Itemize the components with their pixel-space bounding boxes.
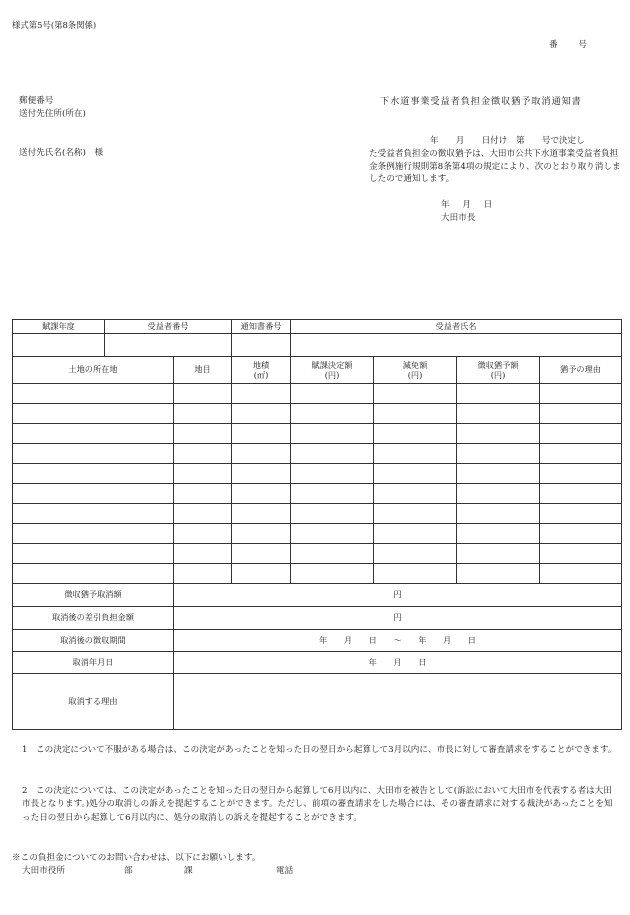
collection-period-label: 取消後の徴収期間	[13, 630, 174, 652]
table-cell	[174, 384, 232, 404]
assessed-amount-header: 賦課決定額 (円)	[291, 357, 374, 384]
table-cell	[540, 464, 622, 484]
table-cell	[13, 424, 174, 444]
table-row	[13, 564, 622, 584]
table-cell	[457, 524, 540, 544]
table-cell	[232, 504, 291, 524]
table-row	[13, 384, 622, 404]
table-cell	[13, 544, 174, 564]
table-cell	[457, 444, 540, 464]
postal-code-label: 郵便番号	[19, 96, 54, 106]
table-cell	[457, 564, 540, 584]
table-cell	[232, 564, 291, 584]
table-row	[13, 544, 622, 564]
table-cell	[291, 464, 374, 484]
table-cell	[291, 404, 374, 424]
fiscal-year-header: 賦課年度	[13, 320, 105, 334]
table-row	[13, 504, 622, 524]
table-cell	[291, 484, 374, 504]
table-row	[13, 524, 622, 544]
table-row	[13, 444, 622, 464]
phone-label: 電話	[276, 866, 294, 876]
table-cell	[174, 484, 232, 504]
beneficiary-name-header: 受益者氏名	[291, 320, 622, 334]
table-cell	[457, 484, 540, 504]
appeal-note: 1 この決定について不服がある場合は、この決定があったことを知った日の翌日から起算して3月以内に、市長に対して審査請求をすることができます。	[22, 745, 617, 755]
fiscal-year-cell	[13, 334, 105, 357]
table-cell	[457, 464, 540, 484]
beneficiary-name-cell	[291, 334, 622, 357]
notice-number-header: 通知書番号	[232, 320, 291, 334]
city-office-label: 大田市役所	[22, 866, 65, 876]
land-category-header: 地目	[174, 357, 232, 384]
table-cell	[13, 564, 174, 584]
table-cell	[374, 384, 457, 404]
table-cell	[174, 524, 232, 544]
deferred-amount-header: 徴収猶予額 (円)	[457, 357, 540, 384]
remaining-amount-value: 円	[174, 607, 622, 630]
cancel-date-value: 年 月 日	[174, 652, 622, 674]
table-cell	[457, 424, 540, 444]
notice-body: た受益者負担金の徴収猶予は、大田市公共下水道事業受益者負担金条例施行規則第8条第4項の規定により、次のとおり取り消しましたので通知します。	[369, 149, 621, 185]
cancel-reason-label: 取消する理由	[13, 674, 174, 730]
table-cell	[540, 444, 622, 464]
remaining-amount-label: 取消後の差引負担金額	[13, 607, 174, 630]
table-cell	[374, 404, 457, 424]
table-cell	[374, 564, 457, 584]
table-cell	[291, 424, 374, 444]
table-cell	[174, 464, 232, 484]
table-cell	[174, 544, 232, 564]
table-cell	[174, 404, 232, 424]
table-cell	[174, 564, 232, 584]
cancel-reason-value	[174, 674, 622, 730]
issue-date: 年 月 日	[441, 200, 493, 210]
table-cell	[291, 544, 374, 564]
table-cell	[374, 544, 457, 564]
cancel-date-label: 取消年月日	[13, 652, 174, 674]
collection-period-value: 年 月 日 ～ 年 月 日	[174, 630, 622, 652]
land-location-header: 土地の所在地	[13, 357, 174, 384]
table-cell	[13, 504, 174, 524]
table-cell	[291, 444, 374, 464]
table-cell	[457, 384, 540, 404]
table-cell	[13, 384, 174, 404]
inquiry-note: ※この負担金についてのお問い合わせは、以下にお願いします。	[12, 853, 261, 863]
recipient-address-label: 送付先住所(所在)	[19, 109, 86, 119]
table-cell	[457, 504, 540, 524]
table-cell	[13, 524, 174, 544]
form-number: 様式第5号(第8条関係)	[12, 20, 97, 30]
table-cell	[174, 504, 232, 524]
table-cell	[540, 384, 622, 404]
notice-number-cell	[232, 334, 291, 357]
table-cell	[232, 424, 291, 444]
department-label: 部	[124, 866, 133, 876]
table-cell	[174, 424, 232, 444]
table-row	[13, 424, 622, 444]
cancel-amount-value: 円	[174, 584, 622, 607]
table-cell	[374, 504, 457, 524]
table-cell	[232, 464, 291, 484]
table-cell	[540, 544, 622, 564]
table-cell	[13, 464, 174, 484]
beneficiary-number-cell	[105, 334, 232, 357]
document-number-label: 番 号	[549, 40, 587, 50]
recipient-name-label: 送付先氏名(名称) 様	[19, 148, 104, 158]
table-cell	[232, 384, 291, 404]
table-cell	[374, 524, 457, 544]
cancel-amount-label: 徴収猶予取消額	[13, 584, 174, 607]
table-row	[13, 404, 622, 424]
table-cell	[374, 424, 457, 444]
table-cell	[540, 484, 622, 504]
table-cell	[374, 484, 457, 504]
table-cell	[291, 564, 374, 584]
table-cell	[374, 464, 457, 484]
decision-date-line: 年 月 日付け 第 号で決定し	[430, 136, 585, 146]
lawsuit-note: 2 この決定については、この決定があったことを知った日の翌日から起算して6月以内に、大田市を被告として(訴訟において大田市を代表する者は大田市長となります。)処分の取消しの訴えを提起することができます。ただし、前項の審査請求をした場合には、その審査請求に対する裁決があったことを知った日の翌日から起算して6月以内に、処分の取消しの訴えを提起することができます。	[22, 786, 613, 823]
notice-title: 下水道事業受益者負担金徴収猶予取消通知書	[380, 96, 582, 107]
table-cell	[540, 524, 622, 544]
table-cell	[540, 564, 622, 584]
table-cell	[232, 544, 291, 564]
table-cell	[291, 384, 374, 404]
land-area-header: 地積 (㎡)	[232, 357, 291, 384]
table-cell	[232, 444, 291, 464]
table-cell	[374, 444, 457, 464]
deferral-reason-header: 猶予の理由	[540, 357, 622, 384]
table-cell	[232, 484, 291, 504]
table-cell	[13, 404, 174, 424]
table-cell	[457, 404, 540, 424]
assessment-table	[12, 319, 622, 730]
reduction-amount-header: 減免額 (円)	[374, 357, 457, 384]
table-row	[13, 464, 622, 484]
table-cell	[232, 404, 291, 424]
section-label: 課	[184, 866, 193, 876]
table-cell	[457, 544, 540, 564]
issuer-title: 大田市長	[441, 213, 476, 223]
table-cell	[291, 504, 374, 524]
table-row	[13, 484, 622, 504]
table-cell	[13, 444, 174, 464]
table-cell	[291, 524, 374, 544]
table-cell	[540, 424, 622, 444]
table-cell	[232, 524, 291, 544]
table-cell	[13, 484, 174, 504]
beneficiary-number-header: 受益者番号	[105, 320, 232, 334]
table-cell	[174, 444, 232, 464]
table-cell	[540, 504, 622, 524]
table-cell	[540, 404, 622, 424]
